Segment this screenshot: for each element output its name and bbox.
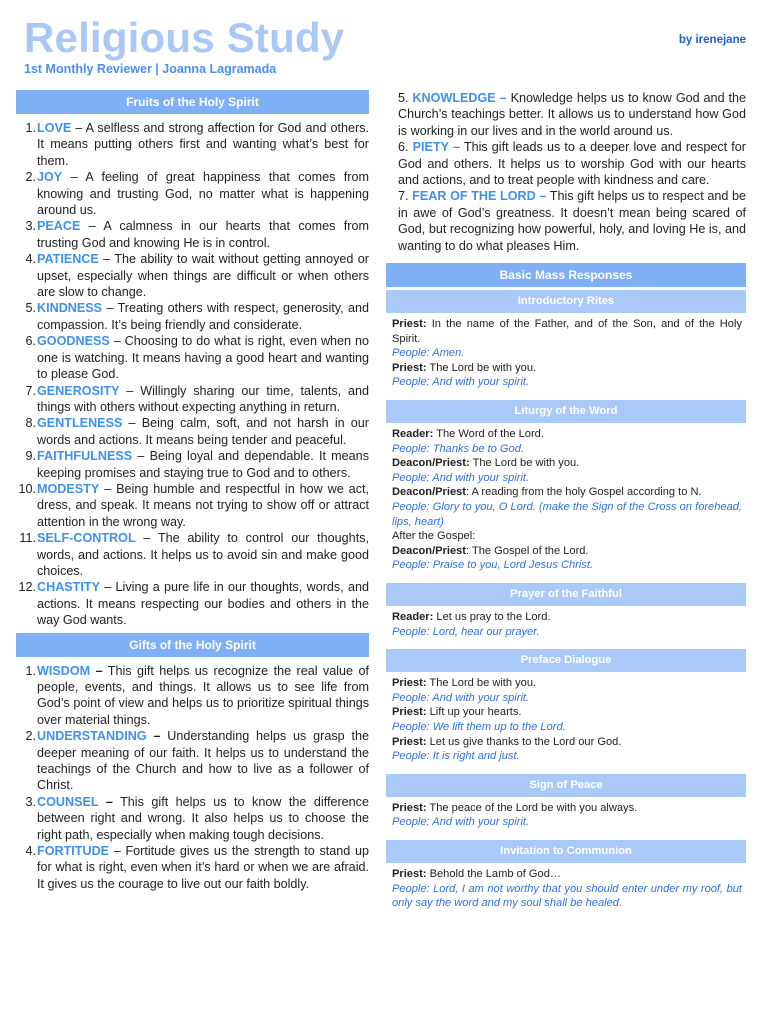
item-number: 4. [25,252,36,267]
gift-dash: – [98,794,113,809]
response-line [392,691,742,706]
fruit-description: – The ability to control our thoughts, words, and actions. It helps us to avoid sin and make good choices. [37,531,369,578]
people-response: People: Thanks be to God. [392,442,524,455]
people-response: People: Praise to you, Lord Jesus Christ. [392,559,594,572]
item-number: 7. [398,189,409,204]
fruit-term: GENEROSITY [37,383,120,398]
item-text [37,481,369,530]
response-line [392,720,742,735]
left-column [16,90,369,892]
gift-item [398,139,746,188]
fruit-term: SELF-CONTROL [37,531,136,546]
fruits-list [16,120,369,629]
speaker-label: Reader: [392,610,434,623]
speaker-text: The peace of the Lord be with you always. [426,801,638,814]
people-response: People: It is right and just. [392,750,520,763]
fruit-description: – Choosing to do what is right, even when no one is watching. It means having a good heart and wanting to please God. [37,334,369,382]
fruit-description: – Living a pure life in our thoughts, words, and actions. It means respecting our bodies and others in the way God wants. [37,580,369,628]
author-byline: by irenejane [678,34,746,46]
gift-item [398,90,746,139]
gift-term: COUNSEL [37,794,99,809]
response-line [392,317,742,346]
gift-dash: – [535,189,547,204]
item-text [37,169,369,218]
gifts-list [16,663,369,893]
response-line [392,485,742,500]
item-number: 5. [25,301,36,316]
people-response: People: And with your spirit. [392,376,530,389]
mass-sections [386,290,746,911]
gift-item [16,663,369,729]
fruit-description: – The ability to wait without getting annoyed or upset, especially when things are difficult or when others are slow to change. [37,252,369,300]
fruit-description: – Treating others with respect, generosity, and compassion. It’s being friendly and considerate. [37,301,369,332]
response-line [392,427,742,442]
item-number: 12. [18,580,36,595]
fruit-item [16,333,369,382]
gift-dash: – [448,140,460,155]
people-response: People: And with your spirit. [392,471,530,484]
gift-term: UNDERSTANDING [37,729,147,744]
fruit-item [16,481,369,530]
item-text [37,530,369,579]
fruit-item [16,448,369,481]
fruit-term: MODESTY [37,481,100,496]
fruit-item [16,169,369,218]
fruit-item [16,251,369,300]
item-number: 4. [25,844,36,859]
response-line [392,500,742,529]
gift-description: This gift helps us to know the difference between right and wrong. It also helps us to choose the right path, especially when making tough decisions. [37,794,369,842]
response-line [392,735,742,750]
item-number: 1. [25,663,36,678]
response-line [392,442,742,457]
fruit-item [16,300,369,333]
speaker-text: Let us give thanks to the Lord our God. [426,735,622,748]
mass-section-responses [386,606,746,639]
speaker-label: Priest: [392,318,427,331]
speaker-text: After the Gospel: [392,530,476,543]
fruit-term: GENTLENESS [37,416,123,431]
item-text [37,251,369,300]
response-line [392,361,742,376]
mass-section-heading: Prayer of the Faithful [386,583,746,606]
speaker-text: The Lord be with you. [469,457,580,470]
speaker-label: Priest: [392,867,427,880]
fruits-heading: Fruits of the Holy Spirit [16,90,369,114]
item-text [37,415,369,448]
item-text [37,663,369,729]
fruit-description: – A feeling of great happiness that comes from knowing and trusting God, no matter what is happening around us. [37,170,369,218]
item-number: 9. [25,449,36,464]
people-response: People: And with your spirit. [392,816,530,829]
gift-description: This gift helps us recognize the real value of people, events, and things. It allows us to see life from God’s point of view and helps us to prioritize spiritual things over material things. [37,663,369,727]
item-number: 2. [25,170,36,185]
speaker-label: Deacon/Priest [392,544,466,557]
fruit-description: – Willingly sharing our time, talents, and things with others without expecting anything in return. [37,383,369,414]
gift-term: FEAR OF THE LORD [412,189,536,204]
item-number: 6. [398,140,409,155]
people-response: People: We lift them up to the Lord. [392,720,566,733]
mass-section-heading: Liturgy of the Word [386,400,746,423]
response-line [392,456,742,471]
fruit-term: LOVE [37,121,72,135]
mass-section-responses [386,423,746,573]
item-text [37,383,369,416]
page-title: Religious Study [24,14,345,61]
item-number: 8. [25,416,36,431]
response-line [392,558,742,573]
response-line [392,705,742,720]
mass-section-heading: Introductory Rites [386,290,746,313]
fruit-item [16,415,369,448]
fruit-item [16,530,369,579]
gifts-heading: Gifts of the Holy Spirit [16,633,369,657]
response-line [392,676,742,691]
mass-section-responses [386,863,746,911]
item-number: 3. [25,219,36,234]
speaker-text: The Lord be with you. [426,677,537,690]
item-number: 10. [18,481,36,496]
gift-term: FORTITUDE [37,844,110,859]
fruit-description: – Being humble and respectful in how we act, dress, and speak. It means not trying to show off or attract attention in the wrong way. [37,481,369,529]
speaker-text: : The Gospel of the Lord. [466,544,589,557]
speaker-label: Priest: [392,677,427,690]
gift-item [16,794,369,843]
speaker-text: The Lord be with you. [426,361,537,374]
gifts-list-continued [386,90,746,254]
item-text [37,728,369,794]
fruit-description: – Being loyal and dependable. It means keeping promises and staying true to God and to others. [37,449,369,480]
response-line [392,346,742,361]
speaker-label: Priest: [392,361,427,374]
gift-item [16,843,369,892]
gift-description: This gift leads us to a deeper love and respect for God and others. It helps us to worship God with our hearts and actions, and to treat people with kindness and care. [398,140,747,188]
fruit-term: KINDNESS [37,301,103,316]
item-number: 2. [25,729,36,744]
speaker-label: Reader: [392,428,434,441]
speaker-text: Behold the Lamb of God… [426,867,561,880]
fruit-description: – A calmness in our hearts that comes from trusting God and knowing He is in control. [37,219,369,250]
response-line [392,610,742,625]
mass-section-responses [386,672,746,764]
people-response: People: Lord, hear our prayer. [392,625,540,638]
response-line [392,544,742,559]
item-number: 7. [25,383,36,398]
people-response: People: Amen. [392,347,465,360]
response-line [392,882,742,911]
item-number: 1. [25,121,36,135]
response-line [392,867,742,882]
fruit-description: – A selfless and strong affection for God and others. It means putting others first and wanting what’s best for them. [37,121,369,168]
item-text [37,218,369,251]
item-number: 11. [19,531,36,546]
response-line [392,529,742,544]
fruit-item [16,383,369,416]
response-line [392,471,742,486]
speaker-text: In the name of the Father, and of the Son, and of the Holy Spirit. [392,318,742,345]
page-subtitle: 1st Monthly Reviewer | Joanna Lagramada [24,62,277,76]
response-line [392,801,742,816]
gift-item [398,188,746,254]
mass-heading: Basic Mass Responses [386,263,746,287]
mass-section-responses [386,797,746,830]
speaker-text: The Word of the Lord. [433,428,544,441]
gift-description: This gift helps us to respect and be in awe of God’s greatness. It doesn’t mean being scared of God, but recognizing how powerful, holy, and loving He is, and wanting to do what pleases Him. [398,189,746,253]
gift-term: KNOWLEDGE [412,91,496,105]
gift-description: Understanding helps us grasp the deeper meaning of our faith. It helps us to understand the teachings of the Church and how to live as a follower of Christ. [37,729,369,793]
fruit-item [16,579,369,628]
gift-dash: – [495,91,507,105]
fruit-term: PATIENCE [37,252,99,267]
speaker-text: Let us pray to the Lord. [433,610,551,623]
people-response: People: And with your spirit. [392,691,530,704]
gift-item [16,728,369,794]
item-text [37,794,369,843]
item-text [37,448,369,481]
item-text [37,300,369,333]
response-line [392,815,742,830]
mass-section-responses [386,313,746,390]
speaker-label: Priest: [392,735,427,748]
fruit-term: GOODNESS [37,334,110,349]
speaker-text: : A reading from the holy Gospel according to N. [466,486,702,499]
gift-term: PIETY [412,140,449,155]
gift-description: Knowledge helps us to know God and the Church’s teachings better. It allows us to understand how God is working in our lives and in the world around us. [398,91,746,138]
item-number: 5. [398,91,409,105]
response-line [392,749,742,764]
fruit-item [16,218,369,251]
item-text [37,120,369,169]
fruit-description: – Being calm, soft, and not harsh in our words and actions. It means being tender and peaceful. [37,416,369,447]
fruit-term: CHASTITY [37,580,100,595]
item-text [37,843,369,892]
fruit-item [16,120,369,169]
gift-dash: – [146,729,161,744]
item-number: 6. [25,334,36,349]
people-response: People: Lord, I am not worthy that you should enter under my roof, but only say the word and my soul shall be healed. [392,882,742,910]
gift-description: – Fortitude gives us the strength to stand up for what is right, even when it’s hard or when we are afraid. It gives us the courage to live out our faith boldly. [37,844,369,891]
right-column [386,90,746,911]
fruit-term: PEACE [37,219,81,234]
people-response: People: Glory to you, O Lord. (make the Sign of the Cross on forehead, lips, heart) [392,501,742,528]
speaker-label: Priest: [392,706,427,719]
mass-section-heading: Invitation to Communion [386,840,746,863]
item-number: 3. [25,794,36,809]
fruit-term: FAITHFULNESS [37,449,133,464]
speaker-label: Deacon/Priest: [392,457,470,470]
speaker-label: Priest: [392,801,427,814]
speaker-text: Lift up your hearts. [426,706,522,719]
fruit-term: JOY [37,170,63,185]
response-line [392,375,742,390]
gift-term: WISDOM [37,663,91,678]
mass-section-heading: Preface Dialogue [386,649,746,672]
speaker-label: Deacon/Priest [392,486,466,499]
mass-section-heading: Sign of Peace [386,774,746,797]
gift-dash: – [90,663,103,678]
item-text [37,333,369,382]
item-text [37,579,369,628]
response-line [392,625,742,640]
